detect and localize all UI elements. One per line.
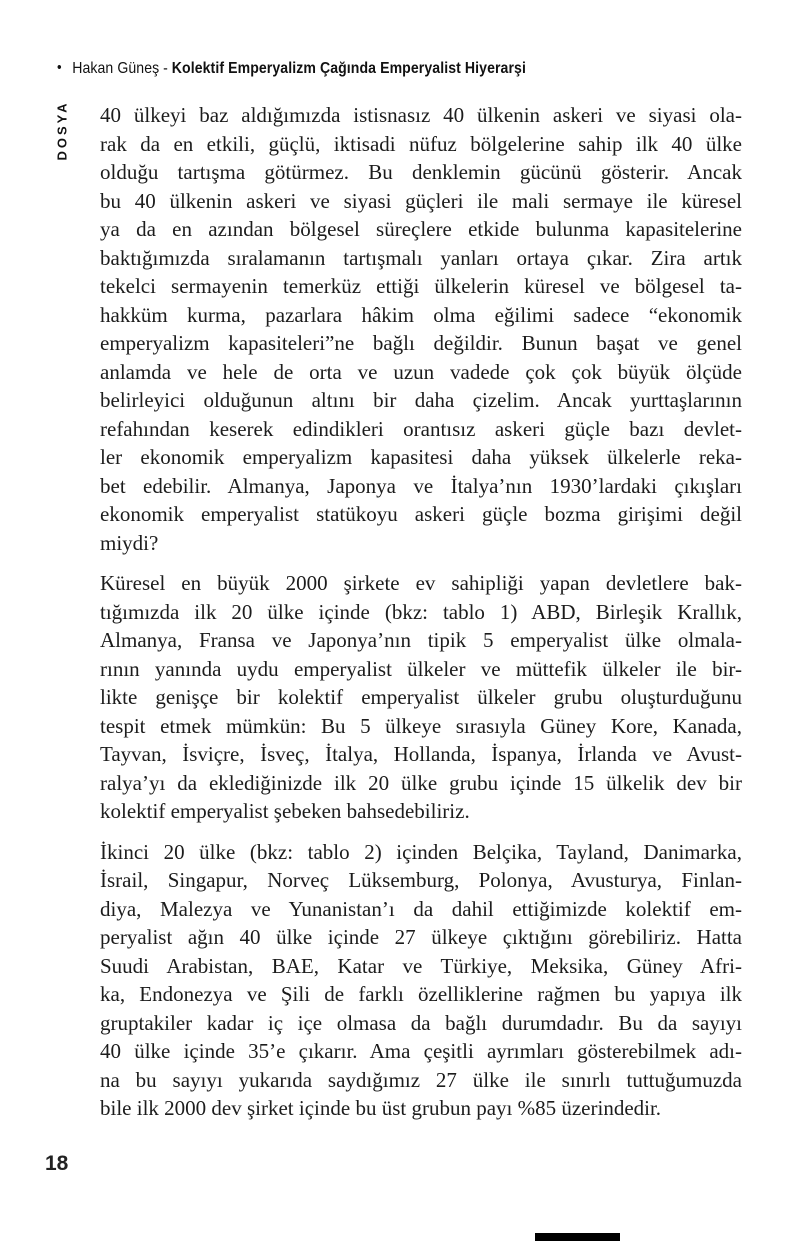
- text-line: olduğu tartışma götürmez. Bu denklemin gücünü gösterir. Ancak: [100, 160, 742, 184]
- text-line: gruptakiler kadar iç içe olmasa da bağlı durumdadır. Bu da sayıyı: [100, 1010, 742, 1035]
- text-line: diya, Malezya ve Yunanistan’ı da dahil ettiğimizde kolektif em-: [100, 896, 742, 921]
- section-label-container: [48, 88, 76, 172]
- text-line: peryalist ağın 40 ülke içinde 27 ülkeye çıktığını görebiliriz. Hatta: [100, 925, 742, 949]
- text-line: belirleyici olduğunun altını bir daha çizelim. Ancak yurttaşlarının: [100, 388, 742, 412]
- text-line: ya da en azından bölgesel süreçlere etkide bulunma kapasitelerine: [100, 217, 742, 241]
- text-line: na bu sayıyı yukarıda saydığımız 27 ülke ile sınırlı tuttuğumuzda: [100, 1067, 742, 1092]
- text-line: baktığımızda sıralamanın tartışmalı yanları ortaya çıkar. Zira artık: [100, 245, 742, 270]
- author-name: Hakan Güneş: [72, 60, 160, 77]
- text-line: tığımızda ilk 20 ülke içinde (bkz: tablo 1) ABD, Birleşik Krallık,: [100, 599, 742, 624]
- text-line: kolektif emperyalist şebeken bahsedebiliriz.: [100, 799, 470, 823]
- text-line: ka, Endonezya ve Şili de farklı özelliklerine rağmen bu yapıya ilk: [100, 982, 742, 1006]
- text-line: rak da en etkili, güçlü, iktisadi nüfuz bölgelerine sahip ilk 40 ülke: [100, 131, 742, 156]
- text-line: ekonomik emperyalist statükoyu askeri güçle bozma girişimi değil: [100, 502, 742, 526]
- text-line: tespit etmek mümkün: Bu 5 ülkeye sırasıyla Güney Kore, Kanada,: [100, 713, 742, 738]
- header-separator: -: [159, 60, 172, 77]
- text-line: Tayvan, İsviçre, İsveç, İtalya, Hollanda, İspanya, İrlanda ve Avust-: [100, 742, 742, 766]
- paragraph: [100, 838, 742, 1123]
- paragraph: [100, 569, 742, 826]
- text-line: İsrail, Singapur, Norveç Lüksemburg, Polonya, Avusturya, Finlan-: [100, 868, 742, 892]
- text-line: Suudi Arabistan, BAE, Katar ve Türkiye, Meksika, Güney Afri-: [100, 953, 742, 978]
- text-line: bile ilk 2000 dev şirket içinde bu üst grubun payı %85 üzerindedir.: [100, 1096, 662, 1120]
- text-line: likte genişçe bir kolektif emperyalist ülkeler grubu oluşturduğunu: [100, 685, 742, 709]
- book-title: Kolektif Emperyalizm Çağında Emperyalist Hiyerarşi: [171, 60, 526, 77]
- text-line: hakküm kurma, pazarlara hâkim olma eğilimi sadece “ekonomik: [100, 302, 742, 327]
- text-line: tekelci sermayenin temerküz ettiği ülkelerin küresel ve bölgesel ta-: [100, 274, 742, 298]
- bullet-icon: •: [57, 59, 62, 76]
- text-line: İkinci 20 ülke (bkz: tablo 2) içinden Belçika, Tayland, Danimarka,: [100, 839, 742, 864]
- text-line: 40 ülke içinde 35’e çıkarır. Ama çeşitli ayrımları gösterebilmek adı-: [100, 1039, 742, 1063]
- body-paragraphs: [100, 101, 742, 1123]
- text-line: miydi?: [100, 530, 159, 555]
- text-line: anlamda ve hele de orta ve uzun vadede çok çok büyük ölçüde: [100, 359, 742, 384]
- page-header-text: [57, 58, 526, 79]
- section-label-dosya: DOSYA: [54, 99, 70, 161]
- text-line: bet edebilir. Almanya, Japonya ve İtalya’nın 1930’lardaki çıkışları: [100, 473, 742, 498]
- footer-accent-bar: [535, 1233, 620, 1241]
- text-line: emperyalizm kapasiteleri”ne bağlı değildir. Bunun başat ve genel: [100, 331, 742, 355]
- paragraph: [100, 101, 742, 557]
- text-line: Almanya, Fransa ve Japonya’nın tipik 5 emperyalist ülke olmala-: [100, 628, 742, 652]
- text-line: ralya’yı da eklediğinizde ilk 20 ülke grubu içinde 15 ülkelik dev bir: [100, 770, 742, 795]
- page-header: [57, 58, 757, 79]
- text-line: bu 40 ülkenin askeri ve siyasi güçleri ile mali sermaye ile küresel: [100, 188, 742, 213]
- page-number: 18: [45, 1152, 69, 1175]
- text-line: rının yanında uydu emperyalist ülkeler ve müttefik ülkeler ile bir-: [100, 656, 742, 681]
- text-line: refahından keserek edindikleri orantısız askeri güçle bazı devlet-: [100, 416, 742, 441]
- text-line: ler ekonomik emperyalizm kapasitesi daha yüksek ülkelerle reka-: [100, 445, 742, 469]
- text-line: 40 ülkeyi baz aldığımızda istisnasız 40 ülkenin askeri ve siyasi ola-: [100, 103, 742, 127]
- text-line: Küresel en büyük 2000 şirkete ev sahipliği yapan devletlere bak-: [100, 571, 742, 595]
